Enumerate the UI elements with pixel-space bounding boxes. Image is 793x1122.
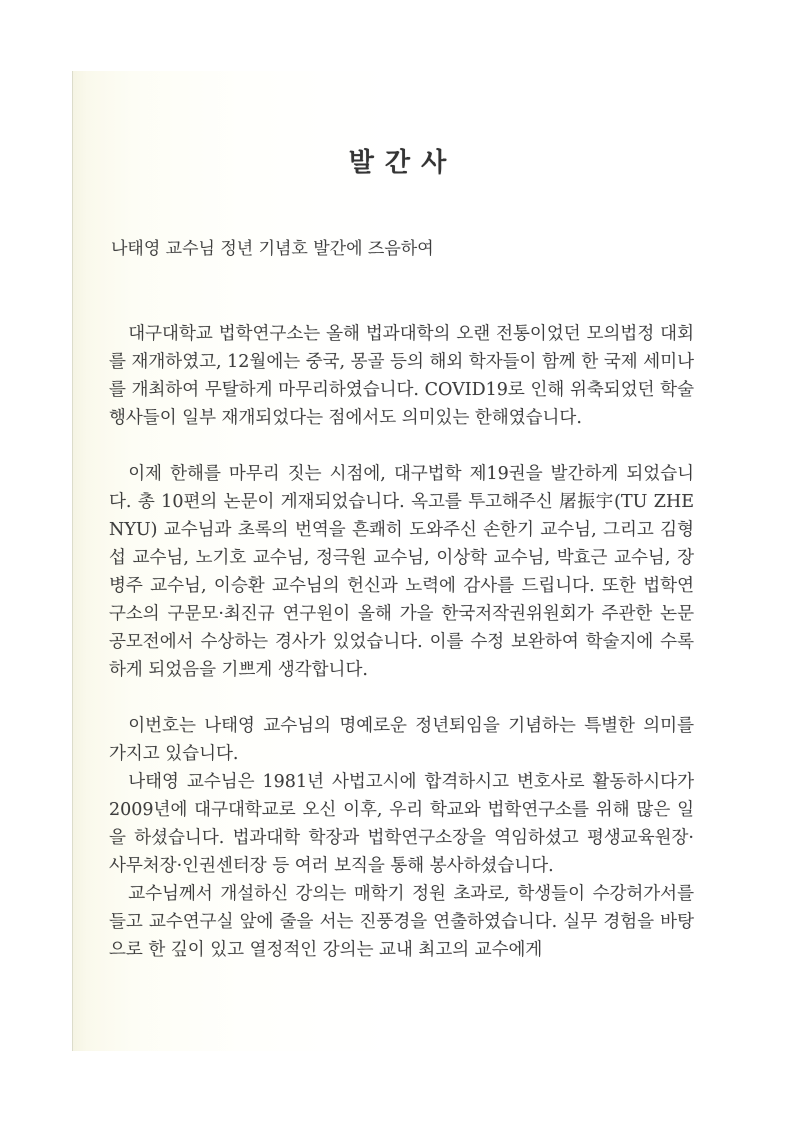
- page-title: 발 간 사: [348, 148, 448, 178]
- dedication-subtitle: 나태영 교수님 정년 기념호 발간에 즈음하여: [111, 239, 434, 259]
- document-page: [72, 71, 723, 1051]
- paragraph-1: 대구대학교 법학연구소는 올해 법과대학의 오랜 전통이었던 모의법정 대회를 재개하였고, 12월에는 중국, 몽골 등의 해외 학자들이 함께 한 국제 세미나를 개최하여 무탈하게 마무리하였습니다. COVID19로 인해 위축되었던 학술 행사들이 일부 재개되었다는 점에서도 의미있는 한해였습니다.: [109, 324, 694, 428]
- paragraph-2: 이제 한해를 마무리 짓는 시점에, 대구법학 제19권을 발간하게 되었습니다. 총 10편의 논문이 게재되었습니다. 옥고를 투고해주신 屠振宇(TU ZHENYU) 교수님과 초록의 번역을 흔쾌히 도와주신 손한기 교수님, 그리고 김형섭 교수님, 노기호 교수님, 정극원 교수님, 이상학 교수님, 박효근 교수님, 장병주 교수님, 이승환 교수님의 헌신과 노력에 감사를 드립니다. 또한 법학연구소의 구문모·최진규 연구원이 올해 가을 한국저작권위원회가 주관한 논문공모전에서 수상하는 경사가 있었습니다. 이를 수정 보완하여 학술지에 수록하게 되었음을 기쁘게 생각합니다.: [109, 464, 694, 680]
- paragraph-5: 교수님께서 개설하신 강의는 매학기 정원 초과로, 학생들이 수강허가서를 들고 교수연구실 앞에 줄을 서는 진풍경을 연출하였습니다. 실무 경험을 바탕으로 한 깊이 있고 열정적인 강의는 교내 최고의 교수에게: [109, 884, 694, 960]
- body-text: [109, 320, 694, 964]
- paragraph-3: 이번호는 나태영 교수님의 명예로운 정년퇴임을 기념하는 특별한 의미를 가지고 있습니다.: [109, 716, 694, 764]
- paragraph-4: 나태영 교수님은 1981년 사법고시에 합격하시고 변호사로 활동하시다가 2009년에 대구대학교로 오신 이후, 우리 학교와 법학연구소를 위해 많은 일을 하셨습니다. 법과대학 학장과 법학연구소장을 역임하셨고 평생교육원장·사무처장·인권센터장 등 여러 보직을 통해 봉사하셨습니다.: [109, 772, 694, 876]
